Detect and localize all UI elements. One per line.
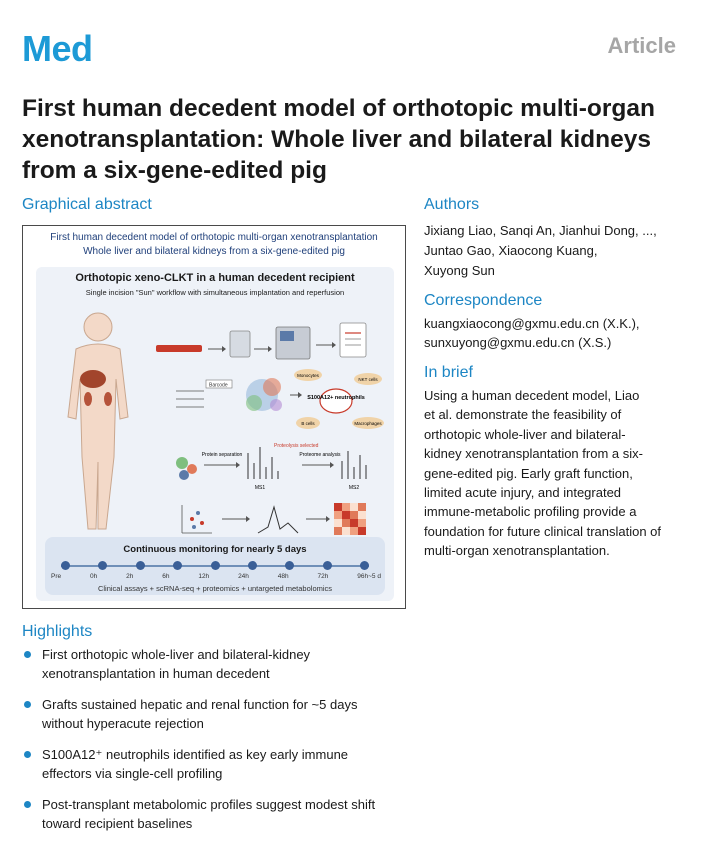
- ga-illustration: [36, 267, 394, 537]
- monitoring-panel: [45, 537, 385, 595]
- journal-logo: Med: [22, 28, 93, 69]
- timepoint-dot: [173, 561, 182, 570]
- highlight-line: toward recipient baselines: [42, 816, 193, 831]
- highlight-line: First orthotopic whole-liver and bilateral-kidney: [42, 647, 311, 662]
- kidney-icon: [84, 392, 92, 406]
- authors-line: Xuyong Sun: [424, 263, 495, 278]
- in-brief-line: gene-edited pig. Early graft function,: [424, 465, 633, 481]
- timepoint-dot: [136, 561, 145, 570]
- in-brief-line: immune-metabolic profiling provide a: [424, 504, 637, 520]
- neutrophil-highlight: [320, 389, 352, 413]
- timepoint-label: 0h: [90, 573, 98, 580]
- centrifuge-icon: [230, 331, 250, 357]
- timepoint-dot: [211, 561, 220, 570]
- in-brief-line: foundation for future clinical translation of: [424, 523, 662, 539]
- macrophages-label: Macrophages: [354, 421, 382, 426]
- highlight-item: [22, 745, 422, 783]
- monocytes-label: Monocytes: [297, 373, 319, 378]
- protein-icon: [176, 457, 188, 469]
- timepoint-dot: [98, 561, 107, 570]
- timeline-dots: [61, 561, 369, 571]
- bullet-icon: [24, 701, 31, 708]
- correspondence-block: [424, 314, 640, 352]
- authors-line: Juntao Gao, Xiaocong Kuang,: [424, 243, 598, 258]
- kidney-icon: [104, 392, 112, 406]
- in-brief-line: kidney xenotransplantation from a six-: [424, 446, 643, 462]
- highlight-line: effectors via single-cell profiling: [42, 766, 223, 781]
- liver-icon: [80, 370, 106, 388]
- timepoint-label: 48h: [277, 573, 289, 580]
- highlight-line: without hyperacute rejection: [42, 716, 204, 731]
- in-brief-text: [424, 386, 686, 561]
- timepoint-labels: [51, 573, 381, 580]
- paper-title: First human decedent model of orthotopic multi-organ xenotransplantation: Whole liver and bilateral kidneys from a six-gene-edited pig: [22, 95, 655, 184]
- highlights-list: [22, 645, 422, 844]
- graphical-abstract-heading: Graphical abstract: [22, 196, 152, 213]
- bullet-icon: [24, 751, 31, 758]
- timepoint-dot: [323, 561, 332, 570]
- authors-heading: Authors: [424, 196, 480, 213]
- ms2-label: MS2: [348, 485, 360, 491]
- in-brief-line: limited acute injury, and integrated: [424, 485, 622, 501]
- timepoint-label: 6h: [162, 573, 170, 580]
- ga-title-line2: Whole liver and bilateral kidneys from a six-gene-edited pig: [83, 246, 345, 257]
- in-brief-line: Using a human decedent model, Liao: [424, 388, 640, 403]
- highlight-item: [22, 795, 422, 833]
- proteome-analysis-label: Proteome analysis: [299, 452, 341, 458]
- row-single-cell: [176, 369, 384, 429]
- highlight-line: Grafts sustained hepatic and renal function for ~5 days: [42, 697, 358, 712]
- authors-list: [424, 221, 657, 281]
- email-link[interactable]: sunxuyong@gxmu.edu.cn (X.S.): [424, 335, 612, 350]
- timepoint-label: 12h: [198, 573, 210, 580]
- in-brief-line: orthotopic whole-liver and bilateral-: [424, 426, 626, 442]
- correspondence-heading: Correspondence: [424, 292, 543, 309]
- row-metabolomics: [182, 503, 366, 535]
- bullet-icon: [24, 801, 31, 808]
- nkt-cells-label: NKT cells: [358, 377, 378, 382]
- timepoint-dot: [360, 561, 369, 570]
- syringe-icon: [156, 345, 202, 352]
- ms1-label: MS1: [254, 485, 266, 491]
- ga-panel-title: Orthotopic xeno-CLKT in a human decedent recipient: [75, 272, 355, 284]
- timepoint-label: 2h: [126, 573, 134, 580]
- timepoint-label: Pre: [51, 573, 62, 580]
- in-brief-heading: In brief: [424, 364, 473, 381]
- highlights-heading: Highlights: [22, 623, 93, 640]
- highlight-line: Post-transplant metabolomic profiles suggest modest shift: [42, 797, 376, 812]
- email-link[interactable]: kuangxiaocong@gxmu.edu.cn (X.K.),: [424, 316, 640, 331]
- barcode-label: Barcode: [209, 382, 228, 389]
- timepoint-label: 24h: [238, 573, 249, 580]
- highlight-line: S100A12⁺ neutrophils identified as key early immune: [42, 747, 349, 762]
- human-body-icon: [68, 313, 128, 529]
- monitoring-title: Continuous monitoring for nearly 5 days: [123, 544, 307, 555]
- b-cells-label: B cells: [301, 421, 315, 426]
- timepoint-dot: [61, 561, 70, 570]
- timepoint-dot: [248, 561, 257, 570]
- timepoint-dot: [285, 561, 294, 570]
- article-type-label: Article: [607, 33, 676, 58]
- assays-caption: Clinical assays + scRNA-seq + proteomics + untargeted metabolomics: [97, 584, 333, 593]
- ga-panel: [36, 267, 394, 601]
- timepoint-label: 72h: [317, 573, 329, 580]
- authors-line: Jixiang Liao, Sanqi An, Jianhui Dong, ...,: [424, 223, 657, 238]
- timepoint-label: 96h~5 d: [357, 573, 381, 580]
- in-brief-line: et al. demonstrate the feasibility of: [424, 407, 622, 423]
- bullet-icon: [24, 651, 31, 658]
- graphical-abstract-figure: [22, 225, 406, 609]
- row-proteomics: [176, 443, 366, 491]
- highlight-item: [22, 695, 422, 733]
- neutrophil-label: S100A12+ neutrophils: [307, 395, 365, 401]
- protein-separation-label: Protein separation: [201, 452, 243, 458]
- ga-panel-subtitle: Single incision "Sun" workflow with simultaneous implantation and reperfusion: [85, 288, 345, 297]
- row-clinical-assays: [156, 323, 366, 359]
- clipboard-icon: [340, 323, 366, 357]
- highlight-line: xenotransplantation in human decedent: [42, 666, 270, 681]
- proteolysis-selected-label: Proteolysis selected: [274, 443, 319, 449]
- in-brief-line: multi-organ xenotransplantation.: [424, 543, 610, 559]
- highlight-item: [22, 645, 422, 683]
- ga-title-line1: First human decedent model of orthotopic multi-organ xenotransplantation: [50, 232, 378, 243]
